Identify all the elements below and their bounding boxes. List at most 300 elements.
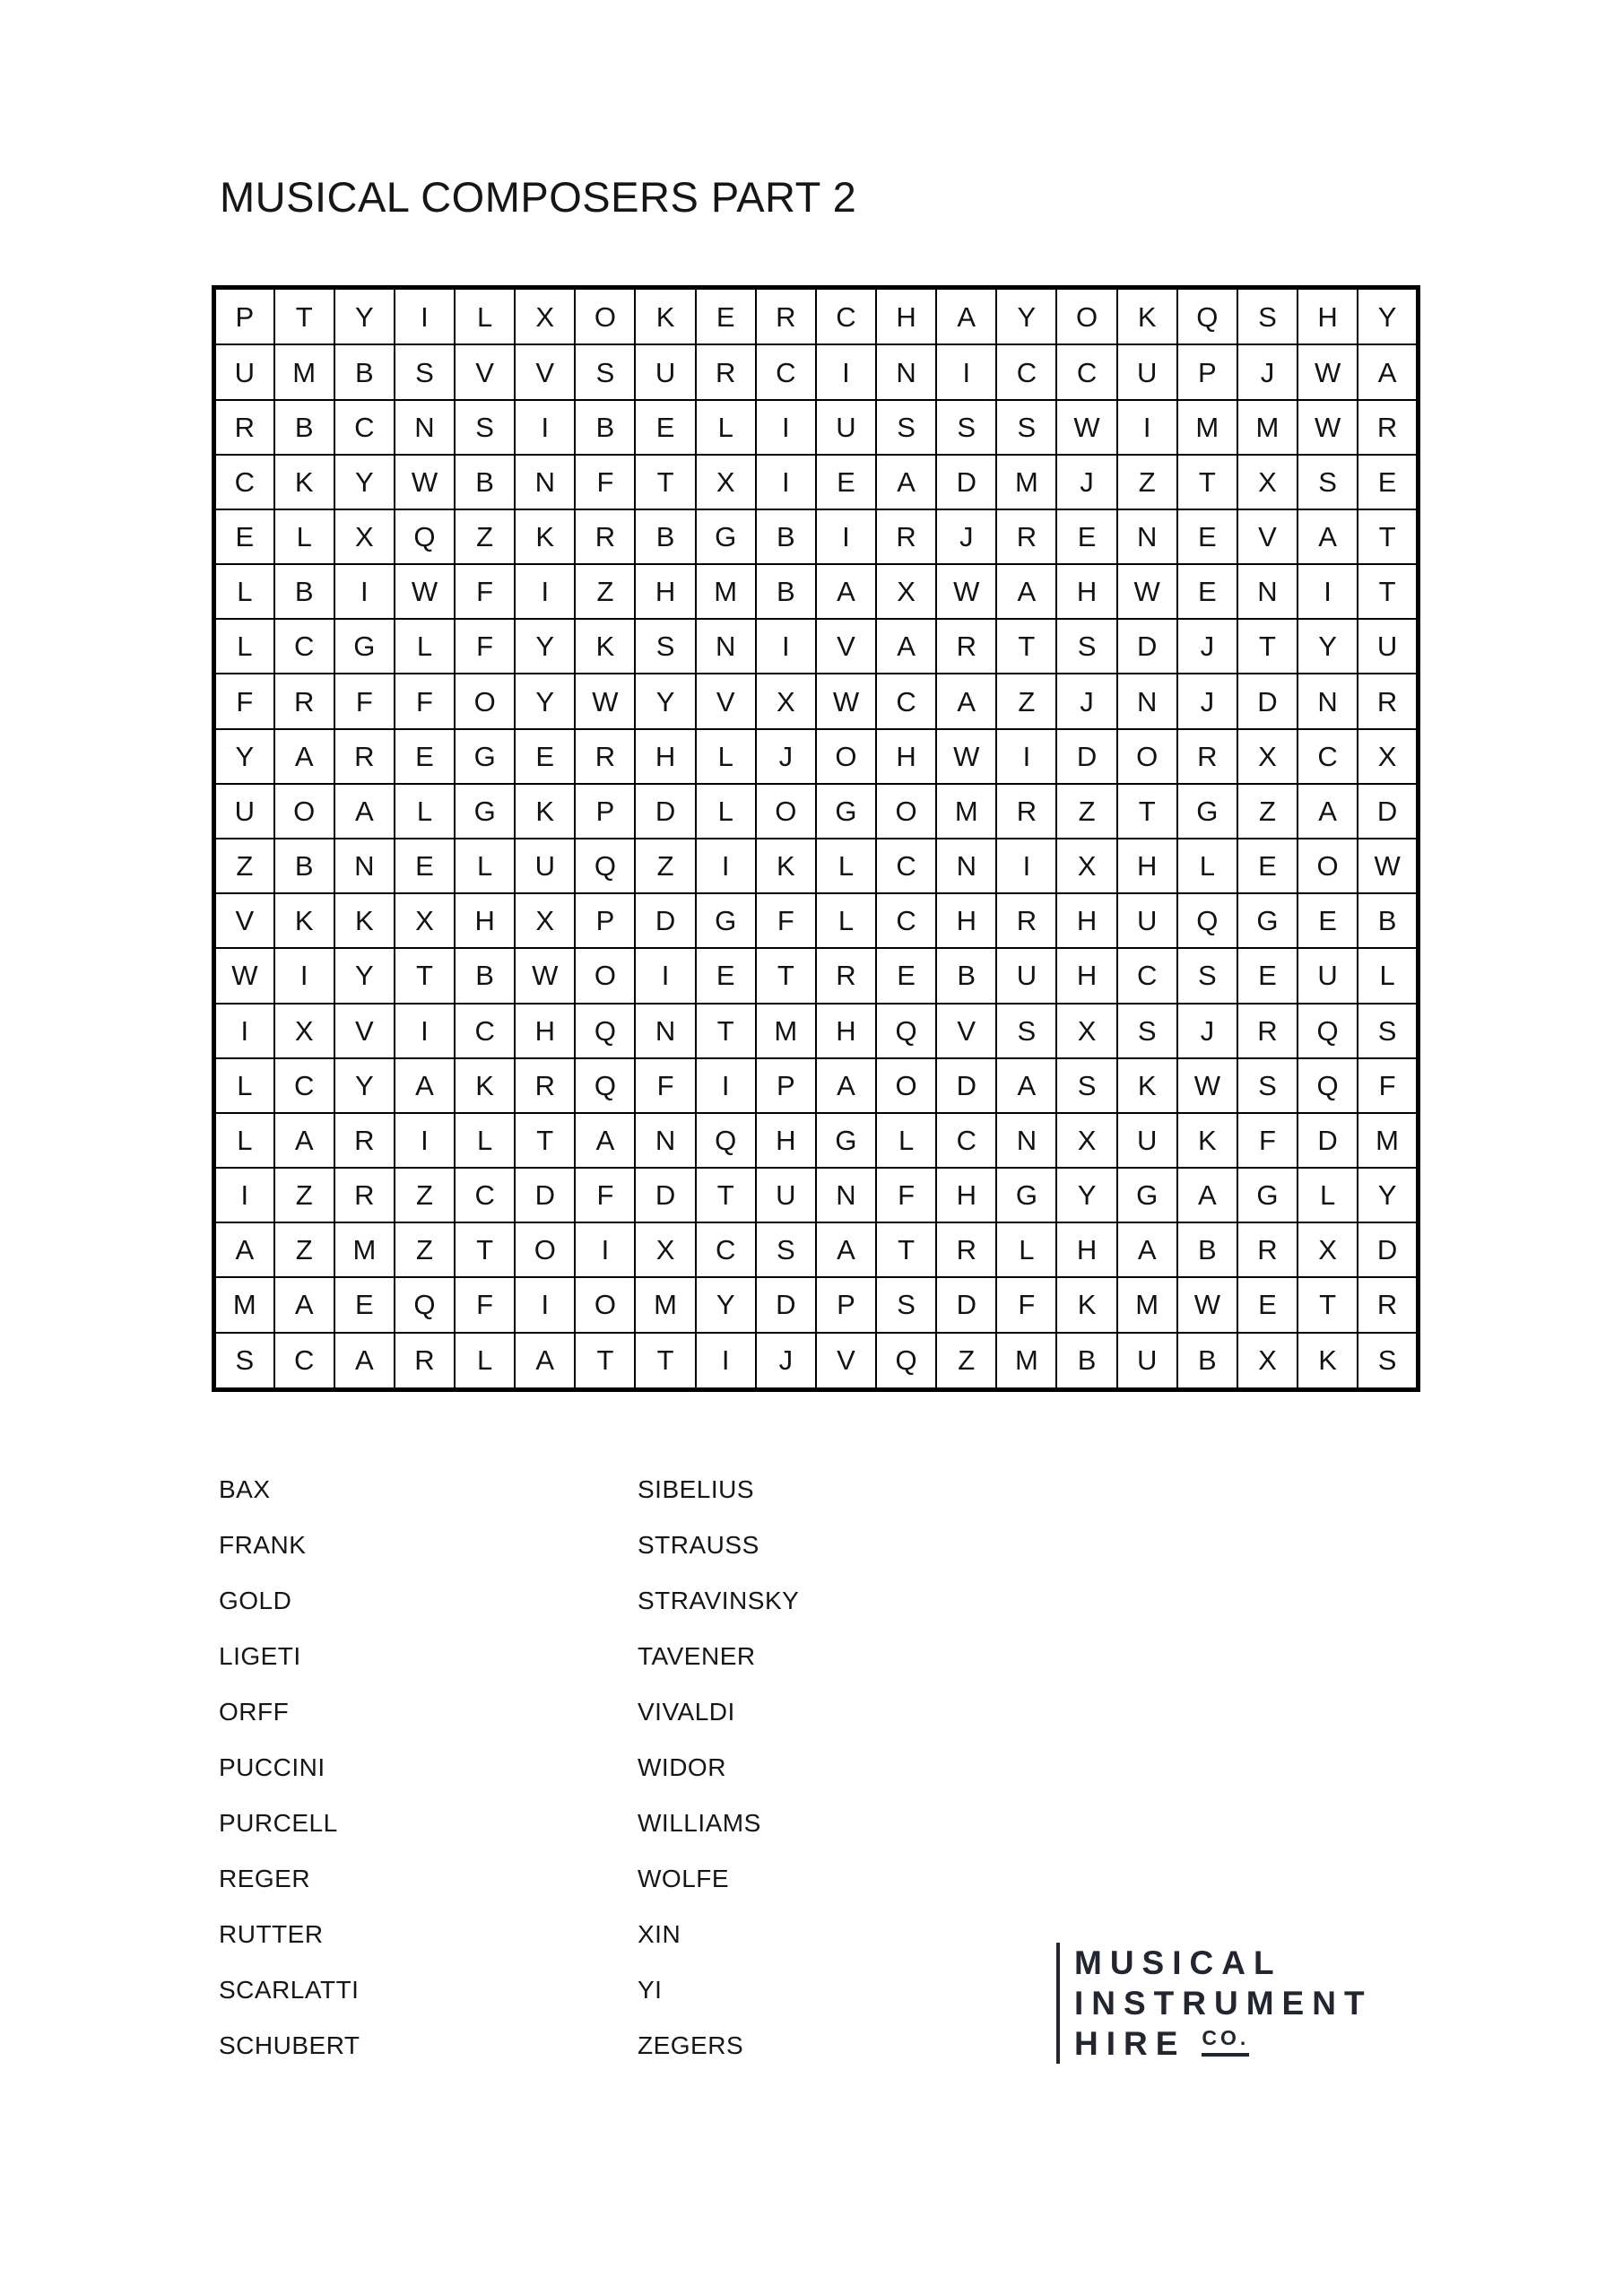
grid-cell: O	[1056, 288, 1116, 345]
grid-cell: E	[876, 948, 936, 1003]
word-item: BAX	[219, 1475, 271, 1503]
grid-cell: M	[696, 564, 756, 619]
grid-cell: E	[395, 839, 455, 893]
grid-cell: I	[816, 344, 876, 399]
grid-cell: J	[1177, 1004, 1237, 1058]
grid-cell: S	[996, 400, 1056, 455]
grid-cell: I	[515, 564, 575, 619]
grid-cell: R	[334, 729, 395, 784]
grid-cell: T	[274, 288, 334, 345]
grid-cell: O	[515, 1222, 575, 1277]
grid-cell: W	[214, 948, 274, 1003]
grid-cell: L	[1177, 839, 1237, 893]
grid-row	[214, 784, 1419, 839]
grid-cell: V	[816, 619, 876, 674]
grid-cell: I	[635, 948, 695, 1003]
word-item: GOLD	[219, 1587, 292, 1614]
grid-cell: R	[996, 509, 1056, 564]
grid-cell: B	[455, 948, 515, 1003]
grid-cell: J	[936, 509, 996, 564]
grid-cell: S	[1056, 619, 1116, 674]
grid-cell: A	[334, 784, 395, 839]
word-item: ORFF	[219, 1698, 290, 1726]
grid-cell: U	[756, 1168, 816, 1222]
grid-cell: Q	[395, 509, 455, 564]
logo-line-hire-co	[1074, 2023, 1373, 2064]
grid-cell: W	[936, 564, 996, 619]
grid-cell: I	[756, 455, 816, 509]
grid-cell: L	[696, 400, 756, 455]
grid-cell: A	[274, 729, 334, 784]
grid-cell: E	[696, 288, 756, 345]
grid-cell: W	[395, 564, 455, 619]
grid-cell: X	[334, 509, 395, 564]
grid-cell: H	[515, 1004, 575, 1058]
grid-cell: D	[1358, 784, 1418, 839]
grid-cell: S	[756, 1222, 816, 1277]
grid-cell: A	[214, 1222, 274, 1277]
grid-cell: Y	[334, 948, 395, 1003]
grid-cell: B	[756, 564, 816, 619]
grid-cell: C	[996, 344, 1056, 399]
grid-cell: D	[515, 1168, 575, 1222]
grid-cell: T	[1298, 1277, 1358, 1332]
grid-cell: O	[816, 729, 876, 784]
grid-cell: O	[756, 784, 816, 839]
grid-cell: N	[635, 1113, 695, 1168]
grid-cell: M	[996, 455, 1056, 509]
grid-cell: Z	[635, 839, 695, 893]
grid-cell: L	[214, 564, 274, 619]
grid-cell: K	[756, 839, 816, 893]
grid-cell: Q	[395, 1277, 455, 1332]
grid-cell: H	[1056, 564, 1116, 619]
grid-cell: F	[575, 455, 635, 509]
grid-cell: I	[515, 1277, 575, 1332]
grid-cell: C	[936, 1113, 996, 1168]
grid-cell: E	[334, 1277, 395, 1332]
grid-cell: M	[274, 344, 334, 399]
word-search-grid-body	[214, 288, 1419, 1390]
grid-cell: Y	[1358, 288, 1418, 345]
grid-cell: Y	[334, 455, 395, 509]
grid-cell: E	[1177, 509, 1237, 564]
grid-cell: X	[1237, 1333, 1298, 1390]
grid-cell: D	[1237, 674, 1298, 728]
grid-cell: F	[455, 1277, 515, 1332]
grid-row	[214, 729, 1419, 784]
grid-cell: U	[1358, 619, 1418, 674]
word-item: PUCCINI	[219, 1753, 325, 1781]
grid-cell: N	[876, 344, 936, 399]
grid-cell: U	[1117, 1113, 1177, 1168]
grid-cell: N	[334, 839, 395, 893]
grid-cell: A	[515, 1333, 575, 1390]
grid-cell: M	[756, 1004, 816, 1058]
grid-cell: C	[1298, 729, 1358, 784]
grid-cell: C	[876, 893, 936, 948]
word-item: YI	[638, 1976, 663, 2004]
grid-cell: Z	[996, 674, 1056, 728]
grid-cell: K	[515, 784, 575, 839]
grid-cell: E	[696, 948, 756, 1003]
grid-cell: N	[635, 1004, 695, 1058]
grid-cell: S	[214, 1333, 274, 1390]
grid-cell: V	[1237, 509, 1298, 564]
word-item: LIGETI	[219, 1642, 301, 1670]
grid-cell: X	[515, 893, 575, 948]
grid-cell: I	[274, 948, 334, 1003]
grid-cell: S	[876, 1277, 936, 1332]
grid-cell: L	[214, 1058, 274, 1113]
grid-cell: H	[1117, 839, 1177, 893]
grid-cell: C	[1117, 948, 1177, 1003]
grid-cell: N	[1117, 509, 1177, 564]
grid-cell: Q	[876, 1333, 936, 1390]
grid-cell: X	[1237, 455, 1298, 509]
grid-cell: I	[696, 1058, 756, 1113]
grid-cell: I	[214, 1168, 274, 1222]
grid-cell: H	[876, 288, 936, 345]
grid-cell: K	[334, 893, 395, 948]
grid-cell: Y	[1298, 619, 1358, 674]
word-item: STRAUSS	[638, 1531, 759, 1559]
grid-cell: Z	[575, 564, 635, 619]
grid-cell: U	[214, 784, 274, 839]
grid-cell: G	[334, 619, 395, 674]
grid-cell: M	[334, 1222, 395, 1277]
word-item: FRANK	[219, 1531, 307, 1559]
grid-cell: A	[1177, 1168, 1237, 1222]
grid-cell: Y	[515, 674, 575, 728]
grid-cell: X	[274, 1004, 334, 1058]
grid-cell: L	[214, 1113, 274, 1168]
grid-cell: I	[756, 400, 816, 455]
logo-text	[1074, 1943, 1373, 2064]
grid-cell: D	[936, 455, 996, 509]
grid-cell: C	[274, 619, 334, 674]
grid-cell: V	[515, 344, 575, 399]
grid-cell: E	[1237, 948, 1298, 1003]
grid-cell: S	[1056, 1058, 1116, 1113]
word-item: ZEGERS	[638, 2031, 744, 2059]
grid-cell: K	[274, 893, 334, 948]
word-item: RUTTER	[219, 1920, 324, 1948]
grid-cell: I	[816, 509, 876, 564]
grid-cell: F	[756, 893, 816, 948]
grid-cell: R	[936, 619, 996, 674]
grid-cell: Q	[575, 1058, 635, 1113]
grid-cell: W	[1117, 564, 1177, 619]
grid-cell: O	[876, 1058, 936, 1113]
grid-cell: E	[1237, 839, 1298, 893]
grid-cell: I	[756, 619, 816, 674]
grid-cell: A	[274, 1113, 334, 1168]
grid-cell: R	[696, 344, 756, 399]
grid-cell: S	[1237, 1058, 1298, 1113]
grid-cell: E	[635, 400, 695, 455]
grid-cell: E	[816, 455, 876, 509]
grid-cell: K	[1117, 1058, 1177, 1113]
grid-cell: Q	[1298, 1004, 1358, 1058]
grid-cell: R	[1358, 674, 1418, 728]
grid-cell: V	[334, 1004, 395, 1058]
grid-cell: X	[696, 455, 756, 509]
grid-cell: J	[756, 729, 816, 784]
grid-cell: L	[395, 784, 455, 839]
grid-cell: K	[274, 455, 334, 509]
word-search-grid	[212, 285, 1420, 1392]
grid-cell: Y	[334, 288, 395, 345]
word-item: REGER	[219, 1865, 311, 1892]
grid-cell: K	[1117, 288, 1177, 345]
grid-row	[214, 1058, 1419, 1113]
grid-cell: F	[996, 1277, 1056, 1332]
grid-cell: Y	[515, 619, 575, 674]
grid-cell: P	[214, 288, 274, 345]
grid-row	[214, 1222, 1419, 1277]
grid-cell: W	[1177, 1277, 1237, 1332]
grid-cell: L	[455, 288, 515, 345]
grid-cell: E	[1358, 455, 1418, 509]
grid-cell: E	[395, 729, 455, 784]
grid-cell: H	[455, 893, 515, 948]
word-item: VIVALDI	[638, 1698, 735, 1726]
word-item: WILLIAMS	[638, 1809, 761, 1837]
grid-row	[214, 509, 1419, 564]
grid-cell: I	[575, 1222, 635, 1277]
grid-cell: B	[455, 455, 515, 509]
grid-cell: D	[936, 1277, 996, 1332]
grid-cell: X	[515, 288, 575, 345]
grid-cell: Q	[1298, 1058, 1358, 1113]
grid-cell: A	[996, 564, 1056, 619]
grid-cell: K	[455, 1058, 515, 1113]
grid-cell: M	[996, 1333, 1056, 1390]
grid-cell: A	[334, 1333, 395, 1390]
grid-cell: W	[936, 729, 996, 784]
grid-cell: T	[635, 455, 695, 509]
grid-cell: E	[1237, 1277, 1298, 1332]
grid-cell: F	[1358, 1058, 1418, 1113]
grid-cell: K	[1056, 1277, 1116, 1332]
grid-cell: Q	[696, 1113, 756, 1168]
grid-cell: S	[395, 344, 455, 399]
brand-logo	[1056, 1943, 1373, 2064]
grid-cell: H	[936, 1168, 996, 1222]
grid-cell: X	[395, 893, 455, 948]
grid-cell: S	[1117, 1004, 1177, 1058]
grid-cell: G	[996, 1168, 1056, 1222]
grid-row	[214, 455, 1419, 509]
grid-cell: L	[996, 1222, 1056, 1277]
grid-cell: W	[515, 948, 575, 1003]
grid-cell: I	[696, 1333, 756, 1390]
grid-cell: L	[696, 784, 756, 839]
grid-cell: J	[756, 1333, 816, 1390]
grid-cell: E	[515, 729, 575, 784]
grid-cell: H	[635, 564, 695, 619]
grid-cell: Z	[274, 1168, 334, 1222]
grid-cell: R	[1237, 1222, 1298, 1277]
grid-cell: O	[575, 1277, 635, 1332]
grid-cell: R	[876, 509, 936, 564]
grid-row	[214, 1277, 1419, 1332]
grid-cell: X	[876, 564, 936, 619]
grid-cell: E	[1177, 564, 1237, 619]
grid-cell: T	[696, 1004, 756, 1058]
grid-cell: O	[876, 784, 936, 839]
grid-cell: J	[1056, 455, 1116, 509]
grid-cell: E	[1298, 893, 1358, 948]
grid-cell: A	[936, 288, 996, 345]
grid-cell: S	[996, 1004, 1056, 1058]
grid-cell: L	[816, 839, 876, 893]
grid-cell: F	[455, 564, 515, 619]
grid-cell: N	[696, 619, 756, 674]
grid-cell: C	[274, 1058, 334, 1113]
word-item: WOLFE	[638, 1865, 730, 1892]
grid-cell: T	[455, 1222, 515, 1277]
word-list-right	[638, 1475, 799, 2087]
grid-cell: G	[1117, 1168, 1177, 1222]
grid-cell: X	[1298, 1222, 1358, 1277]
grid-cell: R	[515, 1058, 575, 1113]
grid-cell: D	[635, 1168, 695, 1222]
grid-cell: M	[1177, 400, 1237, 455]
grid-cell: T	[1237, 619, 1298, 674]
grid-cell: L	[274, 509, 334, 564]
grid-cell: B	[575, 400, 635, 455]
grid-cell: K	[515, 509, 575, 564]
grid-cell: X	[1056, 1113, 1116, 1168]
grid-cell: P	[575, 784, 635, 839]
grid-cell: S	[1298, 455, 1358, 509]
grid-cell: F	[1237, 1113, 1298, 1168]
grid-cell: B	[635, 509, 695, 564]
grid-cell: H	[635, 729, 695, 784]
grid-cell: G	[1237, 893, 1298, 948]
grid-cell: A	[1298, 509, 1358, 564]
grid-cell: D	[1117, 619, 1177, 674]
grid-cell: D	[1056, 729, 1116, 784]
grid-cell: R	[334, 1113, 395, 1168]
grid-cell: N	[1298, 674, 1358, 728]
grid-cell: G	[1177, 784, 1237, 839]
grid-cell: L	[1298, 1168, 1358, 1222]
grid-cell: I	[696, 839, 756, 893]
grid-cell: B	[1358, 893, 1418, 948]
grid-cell: Y	[1358, 1168, 1418, 1222]
grid-cell: W	[816, 674, 876, 728]
grid-cell: W	[1298, 344, 1358, 399]
grid-cell: M	[1237, 400, 1298, 455]
grid-cell: H	[1056, 893, 1116, 948]
logo-line-musical: MUSICAL	[1074, 1944, 1282, 1981]
grid-cell: S	[1358, 1004, 1418, 1058]
grid-cell: C	[455, 1004, 515, 1058]
grid-cell: T	[996, 619, 1056, 674]
grid-cell: B	[936, 948, 996, 1003]
grid-cell: O	[274, 784, 334, 839]
grid-cell: F	[455, 619, 515, 674]
grid-cell: U	[515, 839, 575, 893]
logo-vertical-bar	[1056, 1943, 1060, 2064]
grid-cell: B	[274, 400, 334, 455]
grid-cell: T	[395, 948, 455, 1003]
grid-cell: S	[1358, 1333, 1418, 1390]
grid-cell: Q	[876, 1004, 936, 1058]
grid-cell: N	[395, 400, 455, 455]
grid-cell: H	[1298, 288, 1358, 345]
grid-cell: H	[756, 1113, 816, 1168]
grid-cell: T	[515, 1113, 575, 1168]
grid-cell: Z	[274, 1222, 334, 1277]
grid-cell: R	[395, 1333, 455, 1390]
grid-cell: F	[395, 674, 455, 728]
grid-cell: A	[575, 1113, 635, 1168]
grid-cell: H	[1056, 948, 1116, 1003]
grid-cell: Z	[214, 839, 274, 893]
grid-row	[214, 839, 1419, 893]
grid-cell: M	[936, 784, 996, 839]
grid-cell: D	[635, 784, 695, 839]
grid-cell: L	[455, 839, 515, 893]
grid-cell: M	[1117, 1277, 1177, 1332]
grid-cell: G	[816, 784, 876, 839]
grid-cell: H	[816, 1004, 876, 1058]
grid-cell: M	[635, 1277, 695, 1332]
grid-cell: F	[635, 1058, 695, 1113]
grid-row	[214, 1113, 1419, 1168]
grid-cell: L	[395, 619, 455, 674]
grid-cell: N	[816, 1168, 876, 1222]
word-item: TAVENER	[638, 1642, 756, 1670]
grid-cell: I	[395, 1113, 455, 1168]
grid-cell: C	[455, 1168, 515, 1222]
grid-row	[214, 1004, 1419, 1058]
word-item: SCHUBERT	[219, 2031, 360, 2059]
grid-cell: U	[1117, 344, 1177, 399]
grid-cell: D	[635, 893, 695, 948]
grid-cell: Z	[395, 1222, 455, 1277]
word-item: SCARLATTI	[219, 1976, 360, 2004]
grid-cell: F	[575, 1168, 635, 1222]
grid-cell: M	[1358, 1113, 1418, 1168]
grid-cell: B	[274, 564, 334, 619]
grid-cell: L	[214, 619, 274, 674]
grid-cell: J	[1237, 344, 1298, 399]
grid-cell: R	[334, 1168, 395, 1222]
word-item: WIDOR	[638, 1753, 726, 1781]
grid-cell: Q	[1177, 893, 1237, 948]
grid-cell: R	[756, 288, 816, 345]
grid-cell: C	[334, 400, 395, 455]
grid-cell: R	[1358, 1277, 1418, 1332]
grid-cell: Y	[635, 674, 695, 728]
grid-cell: S	[455, 400, 515, 455]
grid-cell: U	[635, 344, 695, 399]
grid-cell: T	[1358, 509, 1418, 564]
grid-row	[214, 674, 1419, 728]
grid-cell: T	[1358, 564, 1418, 619]
grid-cell: P	[816, 1277, 876, 1332]
grid-cell: O	[575, 288, 635, 345]
grid-row	[214, 619, 1419, 674]
grid-cell: D	[936, 1058, 996, 1113]
grid-cell: X	[1237, 729, 1298, 784]
grid-cell: U	[1117, 893, 1177, 948]
